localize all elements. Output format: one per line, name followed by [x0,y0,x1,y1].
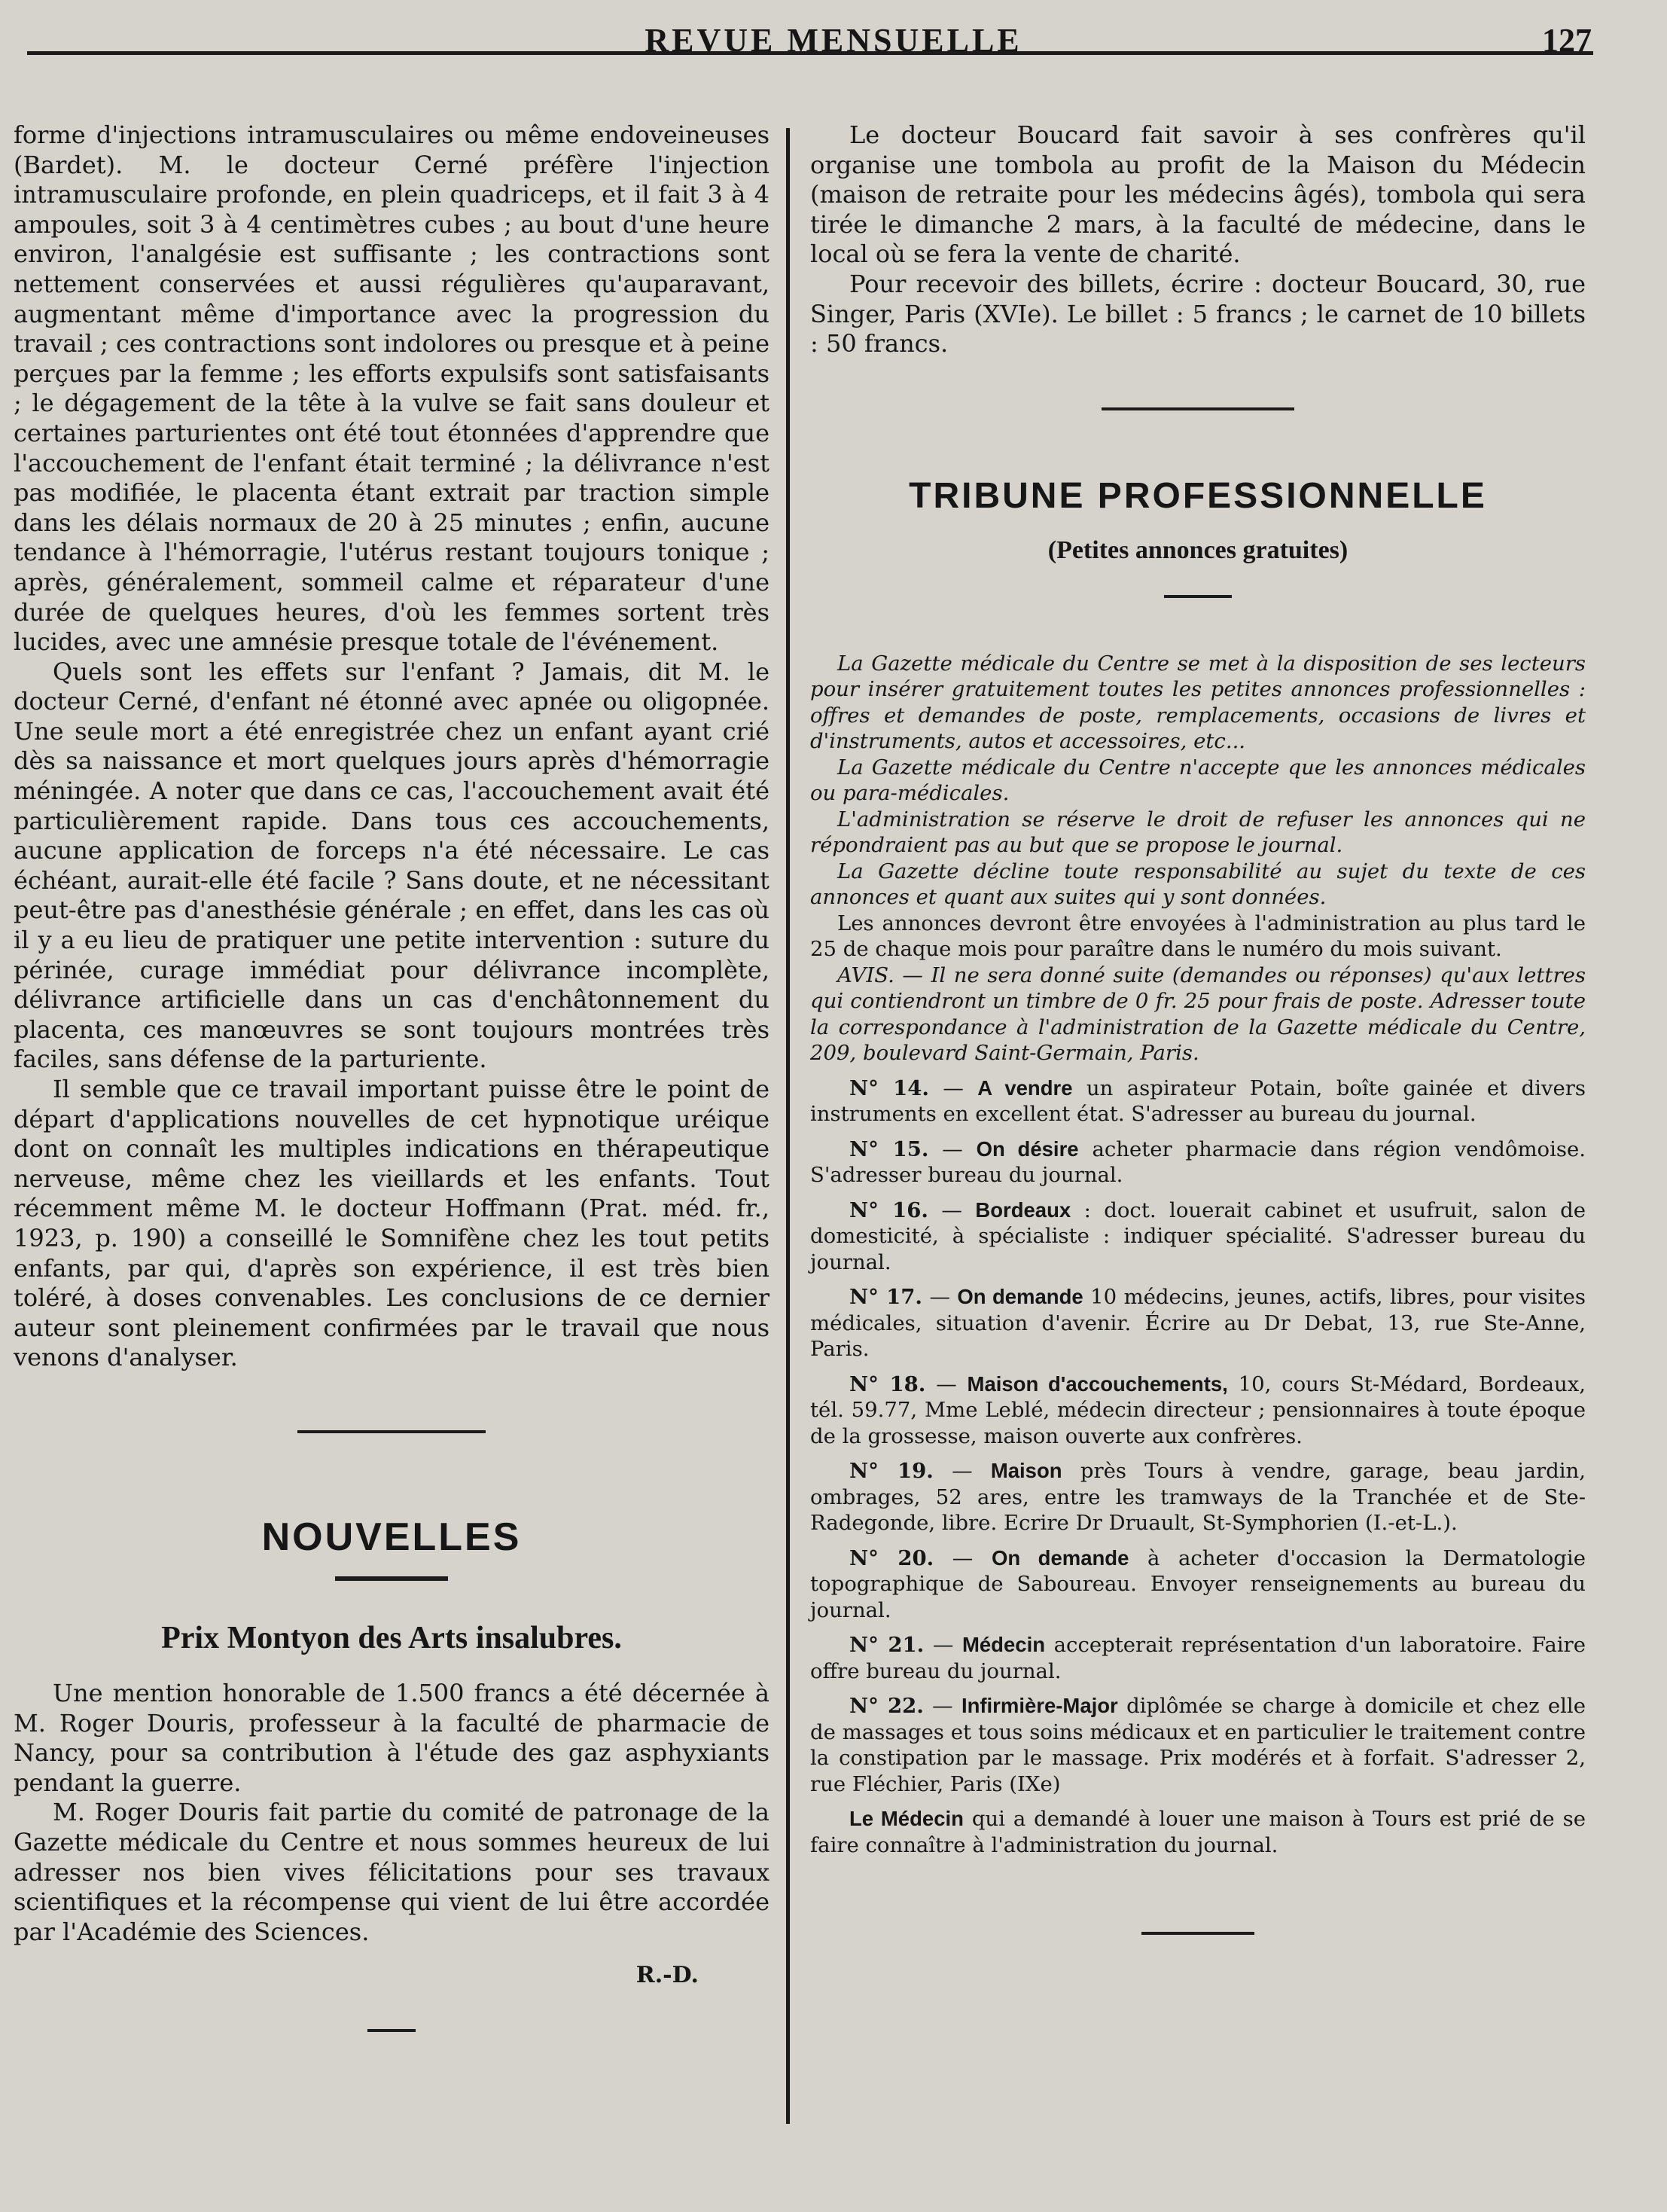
announcement-paragraph: Pour recevoir des billets, écrire : docteur Boucard, 30, rue Singer, Paris (XVIe). Le billet : 5 francs ; le carnet de 10 billets : 50 francs. [810,269,1586,358]
notices [810,651,1586,911]
ad-item: N° 16. — Bordeaux : doct. louerait cabinet et usufruit, salon de domesticité, à spécialiste : indiquer spécialité. S'adresser bureau du journal. [810,1198,1586,1274]
ad-item: N° 22. — Infirmière-Major diplômée se charge à domicile et chez elle de massages et tous soins médicaux et en particulier le traitement contre la constipation par le massage. Prix modérés et à forfait. S'adresser 2, rue Fléchier, Paris (IXe) [810,1694,1586,1796]
notice-paragraph: La Gazette décline toute responsabilité au sujet du texte de ces annonces et quant aux suites qui y sont données. [810,859,1586,910]
tribune-subheading: (Petites annonces gratuites) [1047,535,1349,564]
notice-paragraph: L'administration se réserve le droit de refuser les annonces qui ne répondraient pas au but que se propose le journal. [810,807,1586,858]
article-paragraph: Il semble que ce travail important puisse être le point de départ d'applications nouvelles de cet hypnotique uréique dont on connaît les multiples indications en thérapeutique nerveuse, même chez les vieillards et les enfants. Tout récemment même M. le docteur Hoffmann (Prat. méd. fr., 1923, p. 190) a conseillé le Somnifène chez les tout petits enfants, par qui, d'après son expérience, il est très bien toléré, à doses convenables. Les conclusions de ce dernier auteur sont pleinement confirmées par le travail que nous venons d'analyser. [14,1075,770,1372]
article-paragraph: Quels sont les effets sur l'enfant ? Jamais, dit M. le docteur Cerné, d'enfant né étonné avec apnée ou oligopnée. Une seule mort a été enregistrée chez un enfant ayant crié dès sa naissance et mort quelques jours après d'hémorragie méningée. A noter que dans ce cas, l'accouchement avait été particulièrement rapide. Dans tous ces accouchements, aucune application de forceps n'a été nécessaire. Le cas échéant, aurait-elle été facile ? Sans doute, et ne nécessitant peut-être pas d'anesthésie générale ; en effet, dans les cas où il y a eu lieu de pratiquer une petite intervention : suture du périnée, curage immédiat pour délivrance incomplète, délivrance artificielle dans un cas d'enchâtonnement du placenta, ces manœuvres se sont toujours montrées très faciles, sans défense de la parturiente. [14,657,770,1074]
nouvelles-heading: NOUVELLES [261,1515,522,1559]
notice-paragraph: La Gazette médicale du Centre n'accepte que les annonces médicales ou para-médicales. [810,755,1586,806]
ad-item: N° 20. — On demande à acheter d'occasion la Dermatologie topographique de Saboureau. Envoyer renseignements au bureau du journal. [810,1545,1586,1622]
ad-item: N° 21. — Médecin accepterait représentation d'un laboratoire. Faire offre bureau du journal. [810,1633,1586,1683]
ad-item: N° 15. — On désire acheter pharmacie dans région vendômoise. S'adresser bureau du journal. [810,1137,1586,1188]
left-column [14,121,770,2032]
nouvelles-paragraph: M. Roger Douris fait partie du comité de patronage de la Gazette médicale du Centre et nous sommes heureux de lui adresser nos bien vives félicitations pour ses travaux scientifiques et la récompense qui vient de lui être accordée par l'Académie des Sciences. [14,1798,770,1946]
prix-montyon-heading: Prix Montyon des Arts insalubres. [161,1620,622,1655]
avis-notice: AVIS. — Il ne sera donné suite (demandes ou réponses) qu'aux lettres qui contiendront un timbre de 0 fr. 25 pour frais de poste. Adresser toute la correspondance à l'administration de la Gazette médicale du Centre, 209, boulevard Saint-Germain, Paris. [810,963,1586,1066]
journal-name: REVUE MENSUELLE [645,22,1022,59]
running-head [0,18,1667,63]
page-number: 127 [1542,22,1592,59]
section-rule [1102,407,1294,410]
ad-item: N° 14. — A vendre un aspirateur Potain, boîte gainée et divers instruments en excellent état. S'adresser au bureau du journal. [810,1075,1586,1127]
column-divider [786,128,790,2124]
tribune-rule [1164,595,1232,598]
ad-item: N° 18. — Maison d'accouchements, 10, cours St-Médard, Bordeaux, tél. 59.77, Mme Leblé, médecin directeur ; pensionnaires à toute époque de la grossesse, maison ouverte aux confrères. [810,1371,1586,1448]
article-paragraph: forme d'injections intramusculaires ou même endoveineuses (Bardet). M. le docteur Cerné préfère l'injection intramusculaire profonde, en plein quadriceps, et il fait 3 à 4 ampoules, soit 3 à 4 centimètres cubes ; au bout d'une heure environ, l'analgésie est suffisante ; les contractions sont nettement conservées et aussi régulières qu'auparavant, augmentant même d'importance avec la progression du travail ; ces contractions sont indolores ou presque et à peine perçues par la femme ; les efforts expulsifs sont satisfaisants ; le dégagement de la tête à la vulve se fait sans douleur et certaines parturientes ont été tout étonnées d'apprendre que l'accouchement de l'enfant était terminé ; la délivrance n'est pas modifiée, le placenta étant extrait par traction simple dans les délais normaux de 20 à 25 minutes ; enfin, aucune tendance à l'hémorragie, l'utérus restant toujours tonique ; après, généralement, sommeil calme et réparateur d'une durée de quelques heures, d'où les femmes sortent très lucides, avec une amnésie presque totale de l'événement. [14,121,770,657]
tribune-heading: TRIBUNE PROFESSIONNELLE [909,475,1487,516]
author-signature: R.-D. [635,1962,699,1989]
end-rule [367,2029,416,2032]
classified-ads [810,1075,1586,1859]
ad-item: N° 19. — Maison près Tours à vendre, garage, beau jardin, ombrages, 52 ares, entre les tramways de la Tranchée et de Ste-Radegonde, libre. Ecrire Dr Druault, St-Symphorien (I.-et-L.). [810,1459,1586,1536]
ad-item: N° 17. — On demande 10 médecins, jeunes, actifs, libres, pour visites médicales, situation d'avenir. Écrire au Dr Debat, 13, rue Ste-Anne, Paris. [810,1285,1586,1362]
right-column [810,121,1586,1935]
deadline-notice: Les annonces devront être envoyées à l'administration au plus tard le 25 de chaque mois pour paraître dans le numéro du mois suivant. [810,911,1586,962]
header-rule [27,51,1593,55]
closing-notice: Le Médecin qui a demandé à louer une maison à Tours est prié de se faire connaître à l'administration du journal. [810,1807,1586,1857]
section-rule [297,1430,486,1433]
notice-paragraph: La Gazette médicale du Centre se met à la disposition de ses lecteurs pour insérer gratuitement toutes les petites annonces professionnelles : offres et demandes de poste, remplacements, occasions de livres et d'instruments, autos et accessoires, etc... [810,651,1586,754]
nouvelles-paragraph: Une mention honorable de 1.500 francs a été décernée à M. Roger Douris, professeur à la faculté de pharmacie de Nancy, pour sa contribution à l'étude des gaz asphyxiants pendant la guerre. [14,1678,770,1797]
announcement-paragraph: Le docteur Boucard fait savoir à ses confrères qu'il organise une tombola au profit de la Maison du Médecin (maison de retraite pour les médecins âgés), tombola qui sera tirée le dimanche 2 mars, à la faculté de médecine, dans le local où se fera la vente de charité. [810,121,1586,269]
end-rule [1141,1932,1254,1935]
nouvelles-rule [335,1576,448,1581]
